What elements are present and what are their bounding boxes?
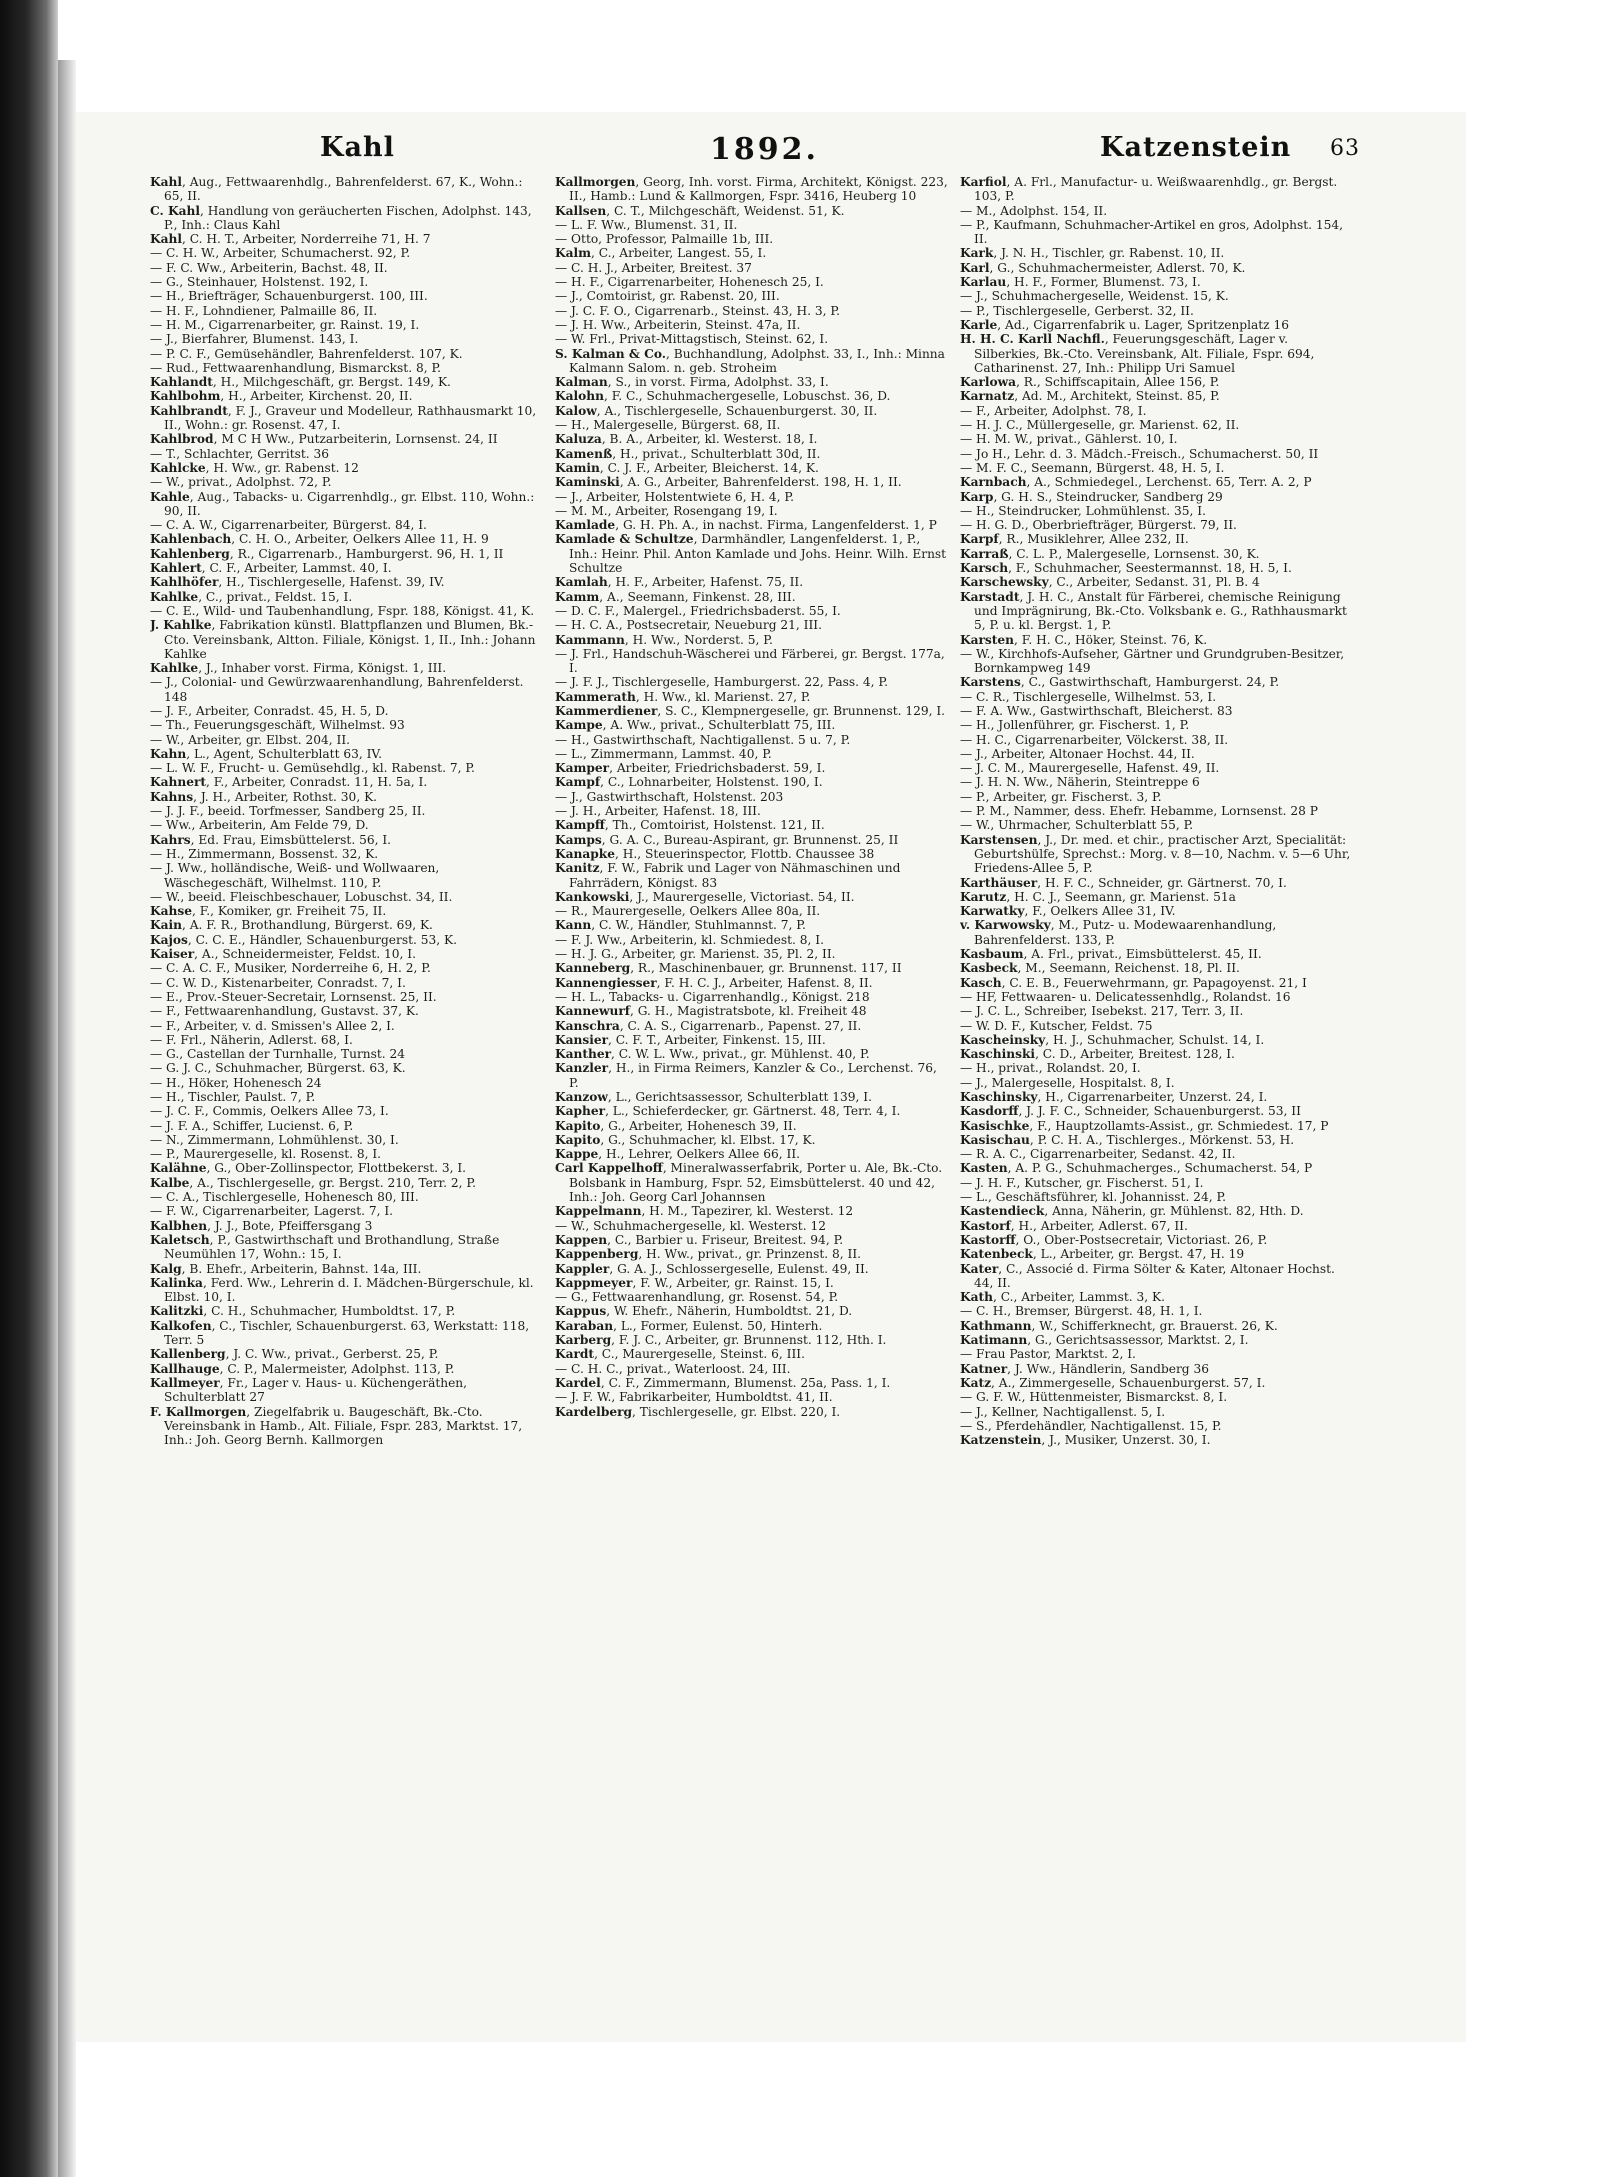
directory-entry: — J. H. N. Ww., Näherin, Steintreppe 6 <box>960 775 1200 790</box>
directory-entry: Kapher, L., Schieferdecker, gr. Gärtnerst. 48, Terr. 4, I. <box>555 1104 901 1119</box>
directory-column-1 <box>150 175 545 2025</box>
directory-entry: Kastorff, O., Ober-Postsecretair, Victoriast. 26, P. <box>960 1232 1268 1247</box>
directory-entry: Kardt, C., Maurergeselle, Steinst. 6, III. <box>555 1347 805 1362</box>
directory-entry: Kascheinsky, H. J., Schuhmacher, Schulst. 14, I. <box>960 1032 1265 1047</box>
directory-entry: Kampff, Th., Comtoirist, Holstenst. 121, II. <box>555 818 825 833</box>
directory-entry: — Th., Feuerungsgeschäft, Wilhelmst. 93 <box>150 718 405 733</box>
directory-entry: — H. C. A., Postsecretair, Neueburg 21, III. <box>555 618 822 633</box>
directory-entry: — L., Geschäftsführer, kl. Johannisst. 24, P. <box>960 1190 1227 1205</box>
directory-entry: — P. C. F., Gemüsehändler, Bahrenfelderst. 107, K. <box>150 346 463 361</box>
directory-entry: Karle, Ad., Cigarrenfabrik u. Lager, Spritzenplatz 16 <box>960 317 1289 332</box>
directory-entry: — R., Maurergeselle, Oelkers Allee 80a, II. <box>555 904 821 919</box>
directory-entry: Kalähne, G., Ober-Zollinspector, Flottbekerst. 3, I. <box>150 1161 467 1176</box>
directory-entry: Kark, J. N. H., Tischler, gr. Rabenst. 10, II. <box>960 246 1225 261</box>
directory-column-3 <box>960 175 1355 2025</box>
directory-entry: — J. F., Arbeiter, Conradst. 45, H. 5, D. <box>150 703 389 718</box>
directory-entry: — W., Arbeiter, gr. Elbst. 204, II. <box>150 732 351 747</box>
directory-entry: Karsch, F., Schuhmacher, Seestermannst. 18, H. 5, I. <box>960 561 1292 576</box>
directory-entry: — W., Uhrmacher, Schulterblatt 55, P. <box>960 818 1194 833</box>
directory-entry: Kampf, C., Lohnarbeiter, Holstenst. 190, I. <box>555 775 823 790</box>
directory-entry: Karschewsky, C., Arbeiter, Sedanst. 31, Pl. B. 4 <box>960 575 1260 590</box>
directory-entry: Kallhauge, C. P., Malermeister, Adolphst. 113, P. <box>150 1361 455 1376</box>
header-year: 1892. <box>710 132 819 167</box>
directory-entry: Kamin, C. J. F., Arbeiter, Bleicherst. 14, K. <box>555 460 819 475</box>
directory-entry: — G., Fettwaarenhandlung, gr. Rosenst. 54, P. <box>555 1290 839 1305</box>
directory-entry: Karlau, H. F., Former, Blumenst. 73, I. <box>960 275 1201 290</box>
directory-entry: Kallmeyer, Fr., Lager v. Haus- u. Küchengeräthen, Schulterblatt 27 <box>150 1375 468 1405</box>
directory-entry: J. Kahlke, Fabrikation künstl. Blattpflanzen und Blumen, Bk.-Cto. Vereinsbank, Altton. Filiale, Königst. 1, II., Inh.: Johann Kahlke <box>150 618 536 661</box>
directory-entry: F. Kallmorgen, Ziegelfabrik u. Baugeschäft, Bk.-Cto. Vereinsbank in Hamb., Alt. Filiale, Fspr. 283, Marktst. 17, Inh.: Joh. Georg Bernh. Kallmorgen <box>150 1404 523 1448</box>
directory-entry: Kaschinsky, H., Cigarrenarbeiter, Unzerst. 24, I. <box>960 1090 1268 1104</box>
directory-entry: Kanitz, F. W., Fabrik und Lager von Nähmaschinen und Fahrrädern, Königst. 83 <box>555 861 901 890</box>
directory-entry: — D. C. F., Malergel., Friedrichsbaderst. 55, I. <box>555 603 841 618</box>
directory-entry: Karstens, C., Gastwirthschaft, Hamburgerst. 24, P. <box>960 675 1280 690</box>
directory-entry: Kann, C. W., Händler, Stuhlmannst. 7, P. <box>555 918 806 933</box>
directory-entry: Kalow, A., Tischlergeselle, Schauenburgerst. 30, II. <box>555 403 878 418</box>
directory-entry: S. Kalman & Co., Buchhandlung, Adolphst. 33, I., Inh.: Minna Kalmann Salom. n. geb. Stroheim <box>555 346 945 375</box>
directory-entry: — W., Schuhmachergeselle, kl. Westerst. 12 <box>555 1218 826 1233</box>
directory-entry: Kahlenberg, R., Cigarrenarb., Hamburgerst. 96, H. 1, II <box>150 546 504 561</box>
directory-entry: Kathmann, W., Schifferknecht, gr. Brauerst. 26, K. <box>960 1318 1278 1333</box>
directory-entry: Kappmeyer, F. W., Arbeiter, gr. Rainst. 15, I. <box>555 1275 834 1290</box>
directory-entry: Kalitzki, C. H., Schuhmacher, Humboldtst. 17, P. <box>150 1304 456 1319</box>
directory-entry: Karfiol, A. Frl., Manufactur- u. Weißwaarenhdlg., gr. Bergst. 103, P. <box>960 175 1338 204</box>
directory-entry: Karstensen, J., Dr. med. et chir., practischer Arzt, Specialität: Geburtshülfe, Sprechst.: Morg. v. 8—10, Nachm. v. 5—6 Uhr, Friedens-Allee 5, P. <box>960 832 1351 876</box>
directory-entry: Kammerdiener, S. C., Klempnergeselle, gr. Brunnenst. 129, I. <box>555 703 946 718</box>
directory-entry: — J., Colonial- und Gewürzwaarenhandlung, Bahrenfelderst. 148 <box>150 675 524 704</box>
directory-entry: Kaschinski, C. D., Arbeiter, Breitest. 128, I. <box>960 1047 1235 1062</box>
directory-entry: Kalm, C., Arbeiter, Langest. 55, I. <box>555 246 767 261</box>
directory-entry: Kalman, S., in vorst. Firma, Adolphst. 33, I. <box>555 375 829 390</box>
directory-entry: Kahlbrandt, F. J., Graveur und Modelleur, Rathhausmarkt 10, II., Wohn.: gr. Rosenst. 47, I. <box>150 403 537 433</box>
directory-entry: Kamper, Arbeiter, Friedrichsbaderst. 59, I. <box>555 761 826 776</box>
directory-entry: — J. C. F. O., Cigarrenarb., Steinst. 43, H. 3, P. <box>555 303 840 318</box>
directory-entry: H. H. C. Karll Nachfl., Feuerungsgeschäft, Lager v. Silberkies, Bk.-Cto. Vereinsbank, Alt. Filiale, Fspr. 694, Catharinenst. 27, Inh.: Philipp Uri Samuel <box>960 332 1315 375</box>
directory-entry: — E., Prov.-Steuer-Secretair, Lornsenst. 25, II. <box>150 989 437 1004</box>
directory-entry: — Jo H., Lehr. d. 3. Mädch.-Freisch., Schumacherst. 50, II <box>960 446 1319 461</box>
directory-entry: Kahlke, C., privat., Feldst. 15, I. <box>150 589 353 604</box>
directory-entry: Kanzow, L., Gerichtsassessor, Schulterblatt 139, I. <box>555 1090 872 1104</box>
directory-entry: — J. F. A., Schiffer, Lucienst. 6, P. <box>150 1118 354 1133</box>
directory-entry: — P., Maurergeselle, kl. Rosenst. 8, I. <box>150 1147 382 1162</box>
directory-entry: Karp, G. H. S., Steindrucker, Sandberg 29 <box>960 489 1223 504</box>
directory-entry: Kardel, C. F., Zimmermann, Blumenst. 25a, Pass. 1, I. <box>555 1375 891 1390</box>
directory-entry: Kanneberg, R., Maschinenbauer, gr. Brunnenst. 117, II <box>555 961 902 976</box>
scan-bottom-margin <box>76 2042 1466 2177</box>
directory-entry: Kahn, L., Agent, Schulterblatt 63, IV. <box>150 746 382 761</box>
page-gutter-shadow <box>58 60 76 2177</box>
directory-entry: — Ww., Arbeiterin, Am Felde 79, D. <box>150 818 369 833</box>
directory-entry: Kannengiesser, F. H. C. J., Arbeiter, Hafenst. 8, II. <box>555 975 873 990</box>
directory-entry: — P., Arbeiter, gr. Fischerst. 3, P. <box>960 789 1162 804</box>
directory-entry: — S., Pferdehändler, Nachtigallenst. 15, P. <box>960 1418 1222 1433</box>
scan-dark-edge <box>0 0 58 2177</box>
directory-entry: — N., Zimmermann, Lohmühlenst. 30, I. <box>150 1132 399 1147</box>
directory-column-2 <box>555 175 950 2025</box>
directory-entry: Kamps, G. A. C., Bureau-Aspirant, gr. Brunnenst. 25, II <box>555 832 899 847</box>
directory-entry: — H. J. G., Arbeiter, gr. Marienst. 35, Pl. 2, II. <box>555 947 836 962</box>
directory-entry: — H. G. D., Oberbriefträger, Bürgerst. 79, II. <box>960 518 1237 533</box>
directory-entry: Kanapke, H., Steuerinspector, Flottb. Chaussee 38 <box>555 846 875 861</box>
directory-entry: — H., privat., Rolandst. 20, I. <box>960 1061 1141 1076</box>
directory-entry: Kasten, A. P. G., Schuhmacherges., Schumacherst. 54, P <box>960 1161 1313 1176</box>
directory-entry: — C. A., Tischlergeselle, Hohenesch 80, III. <box>150 1190 419 1205</box>
directory-entry: — J., Malergeselle, Hospitalst. 8, I. <box>960 1075 1175 1090</box>
directory-entry: Kalkofen, C., Tischler, Schauenburgerst. 63, Werkstatt: 118, Terr. 5 <box>150 1318 530 1348</box>
directory-entry: — P., Kaufmann, Schuhmacher-Artikel en gros, Adolphst. 154, II. <box>960 217 1344 247</box>
directory-entry: Kahnert, F., Arbeiter, Conradst. 11, H. 5a, I. <box>150 775 428 790</box>
directory-entry: Kater, C., Associé d. Firma Sölter & Kater, Altonaer Hochst. 44, II. <box>960 1261 1335 1290</box>
directory-entry: — L. W. F., Frucht- u. Gemüsehdlg., kl. Rabenst. 7, P. <box>150 761 475 776</box>
directory-entry: — H., Briefträger, Schauenburgerst. 100, III. <box>150 289 428 304</box>
directory-entry: — H., Malergeselle, Bürgerst. 68, II. <box>555 418 781 433</box>
directory-entry: — C. H. W., Arbeiter, Schumacherst. 92, P. <box>150 246 411 261</box>
directory-entry: Kappelmann, H. M., Tapezirer, kl. Westerst. 12 <box>555 1204 854 1219</box>
directory-entry: — J. C. L., Schreiber, Isebekst. 217, Terr. 3, II. <box>960 1004 1244 1019</box>
directory-entry: Kamlade & Schultze, Darmhändler, Langenfelderst. 1, P., Inh.: Heinr. Phil. Anton Kamlade und Johs. Heinr. Wilh. Ernst Schultze <box>555 532 947 576</box>
directory-entry: Kalg, B. Ehefr., Arbeiterin, Bahnst. 14a, III. <box>150 1261 422 1276</box>
directory-entry: Kamlah, H. F., Arbeiter, Hafenst. 75, II. <box>555 575 804 590</box>
directory-entry: Kasbeck, M., Seemann, Reichenst. 18, Pl. II. <box>960 961 1240 976</box>
directory-entry: Kalbe, A., Tischlergeselle, gr. Bergst. 210, Terr. 2, P. <box>150 1175 477 1190</box>
directory-entry: Karnatz, Ad. M., Architekt, Steinst. 85, P. <box>960 389 1220 404</box>
directory-entry: Karberg, F. J. C., Arbeiter, gr. Brunnenst. 112, Hth. I. <box>555 1333 887 1348</box>
directory-entry: — H., Steindrucker, Lohmühlenst. 35, I. <box>960 503 1206 518</box>
directory-entry: — F. J. Ww., Arbeiterin, kl. Schmiedest. 8, I. <box>555 932 824 947</box>
directory-entry: — J., Kellner, Nachtigallenst. 5, I. <box>960 1404 1166 1419</box>
directory-entry: — H., Gastwirthschaft, Nachtigallenst. 5 u. 7, P. <box>555 732 851 747</box>
directory-entry: Kammann, H. Ww., Norderst. 5, P. <box>555 632 773 647</box>
directory-entry: — R. A. C., Cigarrenarbeiter, Sedanst. 42, II. <box>960 1147 1236 1162</box>
directory-entry: — H. F., Cigarrenarbeiter, Hohenesch 25, I. <box>555 275 824 290</box>
directory-entry: Kannewurf, G. H., Magistratsbote, kl. Freiheit 48 <box>555 1004 867 1019</box>
directory-entry: — J. C. M., Maurergeselle, Hafenst. 49, II. <box>960 761 1220 776</box>
directory-entry: Karwatky, F., Oelkers Allee 31, IV. <box>960 904 1176 919</box>
directory-entry: — W. D. F., Kutscher, Feldst. 75 <box>960 1018 1153 1033</box>
directory-entry: — H. C., Cigarrenarbeiter, Völckerst. 38, II. <box>960 732 1229 747</box>
directory-entry: Kaiser, A., Schneidermeister, Feldst. 10, I. <box>150 947 416 962</box>
directory-entry: — J. F. W., Fabrikarbeiter, Humboldtst. 41, II. <box>555 1390 833 1405</box>
directory-entry: — C. H. J., Arbeiter, Breitest. 37 <box>555 260 752 275</box>
directory-entry: Kasch, C. E. B., Feuerwehrmann, gr. Papagoyenst. 21, I <box>960 975 1307 990</box>
directory-entry: Katner, J. Ww., Händlerin, Sandberg 36 <box>960 1361 1209 1376</box>
directory-entry: Karutz, H. C. J., Seemann, gr. Marienst. 51a <box>960 889 1236 904</box>
directory-entry: Kappe, H., Lehrer, Oelkers Allee 66, II. <box>555 1147 801 1162</box>
directory-entry: Kalbhen, J. J., Bote, Pfeiffersgang 3 <box>150 1218 373 1233</box>
directory-entry: Kardelberg, Tischlergeselle, gr. Elbst. 220, I. <box>555 1404 841 1419</box>
directory-entry: Kampe, A. Ww., privat., Schulterblatt 75, III. <box>555 718 836 733</box>
directory-entry: v. Karwowsky, M., Putz- u. Modewaarenhandlung, Bahrenfelderst. 133, P. <box>960 918 1277 947</box>
directory-entry: — T., Schlachter, Gerritst. 36 <box>150 446 330 461</box>
directory-entry: Kalohn, F. C., Schuhmachergeselle, Lobuschst. 36, D. <box>555 389 891 404</box>
directory-entry: Kahlbohm, H., Arbeiter, Kirchenst. 20, II. <box>150 389 413 404</box>
header-first-name: Kahl <box>320 132 395 163</box>
directory-entry: Kamlade, G. H. Ph. A., in nachst. Firma, Langenfelderst. 1, P <box>555 518 937 533</box>
directory-entry: — F. A. Ww., Gastwirthschaft, Bleicherst. 83 <box>960 703 1233 718</box>
directory-entry: — F. W., Cigarrenarbeiter, Lagerst. 7, I. <box>150 1204 394 1219</box>
directory-entry: — J., Arbeiter, Holstentwiete 6, H. 4, P. <box>555 489 794 504</box>
directory-entry: — J., Arbeiter, Altonaer Hochst. 44, II. <box>960 746 1195 761</box>
directory-entry: — C. H. C., privat., Waterloost. 24, III. <box>555 1361 791 1376</box>
directory-entry: Kappus, W. Ehefr., Näherin, Humboldtst. 21, D. <box>555 1304 853 1319</box>
directory-entry: Kahlert, C. F., Arbeiter, Lammst. 40, I. <box>150 561 392 576</box>
directory-entry: Kamm, A., Seemann, Finkenst. 28, III. <box>555 589 796 604</box>
directory-entry: Kain, A. F. R., Brothandlung, Bürgerst. 69, K. <box>150 918 433 933</box>
directory-entry: — C. H., Bremser, Bürgerst. 48, H. 1, I. <box>960 1304 1203 1319</box>
directory-entry: — F. C. Ww., Arbeiterin, Bachst. 48, II. <box>150 260 388 275</box>
directory-entry: Karaban, L., Former, Eulenst. 50, Hinterh. <box>555 1318 823 1333</box>
directory-entry: — HF, Fettwaaren- u. Delicatessenhdlg., Rolandst. 16 <box>960 989 1291 1004</box>
directory-entry: — J. Frl., Handschuh-Wäscherei und Färberei, gr. Bergst. 177a, I. <box>555 646 945 676</box>
directory-entry: Kappler, G. A. J., Schlossergeselle, Eulenst. 49, II. <box>555 1261 869 1276</box>
directory-entry: Kahl, C. H. T., Arbeiter, Norderreihe 71, H. 7 <box>150 232 431 247</box>
directory-entry: — J. Ww., holländische, Weiß- und Wollwaaren, Wäschegeschäft, Wilhelmst. 110, P. <box>150 861 440 890</box>
directory-entry: Kanzler, H., in Firma Reimers, Kanzler & Co., Lerchenst. 76, P. <box>555 1061 937 1090</box>
directory-entry: — H., Tischler, Paulst. 7, P. <box>150 1090 316 1104</box>
directory-entry: Kappen, C., Barbier u. Friseur, Breitest. 94, P. <box>555 1232 844 1247</box>
directory-entry: — L. F. Ww., Blumenst. 31, II. <box>555 217 738 232</box>
directory-entry: — F. Frl., Näherin, Adlerst. 68, I. <box>150 1032 353 1047</box>
directory-entry: Kapito, G., Schuhmacher, kl. Elbst. 17, K. <box>555 1132 816 1147</box>
directory-entry: — J. H., Arbeiter, Hafenst. 18, III. <box>555 804 761 819</box>
directory-entry: — H., Zimmermann, Bossenst. 32, K. <box>150 846 379 861</box>
directory-entry: — H. J. C., Müllergeselle, gr. Marienst. 62, II. <box>960 418 1240 433</box>
directory-entry: Kaletsch, P., Gastwirthschaft und Brothandlung, Straße Neumühlen 17, Wohn.: 15, I. <box>150 1232 500 1262</box>
directory-entry: — G., Steinhauer, Holstenst. 192, I. <box>150 275 369 290</box>
directory-entry: — C. W. D., Kistenarbeiter, Conradst. 7, I. <box>150 975 406 990</box>
directory-entry: Kaminski, A. G., Arbeiter, Bahrenfelderst. 198, H. 1, II. <box>555 475 902 490</box>
directory-entry: — J. F. J., Tischlergeselle, Hamburgerst. 22, Pass. 4, P. <box>555 675 888 690</box>
directory-entry: — J. C. F., Commis, Oelkers Allee 73, I. <box>150 1104 389 1119</box>
directory-entry: Kahle, Aug., Tabacks- u. Cigarrenhdlg., gr. Elbst. 110, Wohn.: 90, II. <box>150 489 535 518</box>
directory-entry: — H., Höker, Hohenesch 24 <box>150 1075 322 1090</box>
directory-entry: — W., privat., Adolphst. 72, P. <box>150 475 332 490</box>
directory-entry: Karraß, C. L. P., Malergeselle, Lornsenst. 30, K. <box>960 546 1260 561</box>
directory-entry: — G., Castellan der Turnhalle, Turnst. 24 <box>150 1047 406 1062</box>
directory-entry: Karthäuser, H. F. C., Schneider, gr. Gärtnerst. 70, I. <box>960 875 1287 890</box>
directory-entry: — C. A. C. F., Musiker, Norderreihe 6, H. 2, P. <box>150 961 431 976</box>
directory-entry: — W., Kirchhofs-Aufseher, Gärtner und Grundgruben-Besitzer, Bornkampweg 149 <box>960 646 1345 676</box>
directory-entry: — G. J. C., Schuhmacher, Bürgerst. 63, K. <box>150 1061 406 1076</box>
directory-entry: Katzenstein, J., Musiker, Unzerst. 30, I. <box>960 1433 1211 1448</box>
directory-entry: Kahlenbach, C. H. O., Arbeiter, Oelkers Allee 11, H. 9 <box>150 532 489 547</box>
directory-entry: Kammerath, H. Ww., kl. Marienst. 27, P. <box>555 689 811 704</box>
directory-entry: Carl Kappelhoff, Mineralwasserfabrik, Porter u. Ale, Bk.-Cto. Bolsbank in Hamburg, Fspr. 52, Eimsbüttelerst. 40 und 42, Inh.: Joh. Georg Carl Johannsen <box>555 1161 943 1205</box>
directory-entry: — P. M., Nammer, dess. Ehefr. Hebamme, Lornsenst. 28 P <box>960 804 1318 819</box>
directory-entry: Kalinka, Ferd. Ww., Lehrerin d. I. Mädchen-Bürgerschule, kl. Elbst. 10, I. <box>150 1275 534 1305</box>
directory-entry: Kallenberg, J. C. Ww., privat., Gerberst. 25, P. <box>150 1347 439 1362</box>
directory-entry: Karpf, R., Musiklehrer, Allee 232, II. <box>960 532 1189 547</box>
directory-entry: — F., Arbeiter, v. d. Smissen's Allee 2, I. <box>150 1018 395 1033</box>
directory-entry: Kappenberg, H. Ww., privat., gr. Prinzenst. 8, II. <box>555 1247 862 1262</box>
directory-entry: Kahlandt, H., Milchgeschäft, gr. Bergst. 149, K. <box>150 375 451 390</box>
directory-entry: Karsten, F. H. C., Höker, Steinst. 76, K. <box>960 632 1208 647</box>
directory-entry: — Otto, Professor, Palmaille 1b, III. <box>555 232 774 247</box>
directory-entry: Kastorf, H., Arbeiter, Adlerst. 67, II. <box>960 1218 1188 1233</box>
page-number: 63 <box>1330 136 1360 161</box>
directory-entry: — C. E., Wild- und Taubenhandlung, Fspr. 188, Königst. 41, K. <box>150 603 535 618</box>
directory-entry: — H. M., Cigarrenarbeiter, gr. Rainst. 19, I. <box>150 317 420 332</box>
directory-entry: — F., Arbeiter, Adolphst. 78, I. <box>960 403 1147 418</box>
directory-entry: — J. H. Ww., Arbeiterin, Steinst. 47a, II. <box>555 317 801 332</box>
page-header <box>150 132 1460 174</box>
directory-entry: Kansier, C. F. T., Arbeiter, Finkenst. 15, III. <box>555 1032 826 1047</box>
directory-entry: Katimann, G., Gerichtsassessor, Marktst. 2, I. <box>960 1333 1249 1348</box>
directory-entry: — J., Schuhmachergeselle, Weidenst. 15, K. <box>960 289 1229 304</box>
directory-entry: — J., Gastwirthschaft, Holstenst. 203 <box>555 789 784 804</box>
directory-entry: Kahlcke, H. Ww., gr. Rabenst. 12 <box>150 460 359 475</box>
directory-entry: — M. F. C., Seemann, Bürgerst. 48, H. 5, I. <box>960 460 1225 475</box>
directory-entry: Kanschra, C. A. S., Cigarrenarb., Papenst. 27, II. <box>555 1018 862 1033</box>
directory-entry: Karstadt, J. H. C., Anstalt für Färberei, chemische Reinigung und Imprägnirung, Bk.-Cto. Volksbank e. G., Rathhausmarkt 5, P. u. kl. Bergst. 1, P. <box>960 589 1347 633</box>
directory-entry: — C. A. W., Cigarrenarbeiter, Bürgerst. 84, I. <box>150 518 427 533</box>
directory-entry: Kaluza, B. A., Arbeiter, kl. Westerst. 18, I. <box>555 432 818 447</box>
directory-entry: Karl, G., Schuhmachermeister, Adlerst. 70, K. <box>960 260 1246 275</box>
directory-entry: — G. F. W., Hüttenmeister, Bismarckst. 8, I. <box>960 1390 1228 1405</box>
directory-entry: Kahlke, J., Inhaber vorst. Firma, Königst. 1, III. <box>150 661 447 676</box>
directory-entry: Kapito, G., Arbeiter, Hohenesch 39, II. <box>555 1118 797 1133</box>
directory-entry: — H. L., Tabacks- u. Cigarrenhandlg., Königst. 218 <box>555 989 870 1004</box>
directory-entry: — W. Frl., Privat-Mittagstisch, Steinst. 62, I. <box>555 332 829 347</box>
directory-entry: — J. H. F., Kutscher, gr. Fischerst. 51, I. <box>960 1175 1204 1190</box>
directory-entry: Kamenß, H., privat., Schulterblatt 30d, II. <box>555 446 821 461</box>
directory-entry: — Frau Pastor, Marktst. 2, I. <box>960 1347 1136 1362</box>
header-last-name: Katzenstein <box>1100 132 1292 163</box>
directory-entry: — H. M. W., privat., Gählerst. 10, I. <box>960 432 1178 447</box>
directory-entry: — J., Comtoirist, gr. Rabenst. 20, III. <box>555 289 780 304</box>
directory-entry: Kankowski, J., Maurergeselle, Victoriast. 54, II. <box>555 889 855 904</box>
directory-entry: Kasischau, P. C. H. A., Tischlerges., Mörkenst. 53, H. <box>960 1132 1295 1147</box>
directory-entry: — J., Bierfahrer, Blumenst. 143, I. <box>150 332 359 347</box>
directory-entry: — L., Zimmermann, Lammst. 40, P. <box>555 746 772 761</box>
directory-entry: Katz, A., Zimmergeselle, Schauenburgerst. 57, I. <box>960 1375 1266 1390</box>
directory-entry: Kasischke, F., Hauptzollamts-Assist., gr. Schmiedest. 17, P <box>960 1118 1329 1133</box>
directory-entry: Katenbeck, L., Arbeiter, gr. Bergst. 47, H. 19 <box>960 1247 1245 1262</box>
directory-entry: Kahns, J. H., Arbeiter, Rothst. 30, K. <box>150 789 378 804</box>
directory-entry: — P., Tischlergeselle, Gerberst. 32, II. <box>960 303 1194 318</box>
directory-entry: Kallmorgen, Georg, Inh. vorst. Firma, Architekt, Königst. 223, II., Hamb.: Lund & Kallmorgen, Fspr. 3416, Heuberg 10 <box>555 175 948 204</box>
directory-entry: — M. M., Arbeiter, Rosengang 19, I. <box>555 503 778 518</box>
directory-entry: Kahl, Aug., Fettwaarenhdlg., Bahrenfelderst. 67, K., Wohn.: 65, II. <box>150 175 523 204</box>
directory-entry: C. Kahl, Handlung von geräucherten Fischen, Adolphst. 143, P., Inh.: Claus Kahl <box>150 203 532 232</box>
directory-entry: Kath, C., Arbeiter, Lammst. 3, K. <box>960 1290 1165 1305</box>
directory-entry: Kasbaum, A. Frl., privat., Eimsbüttelerst. 45, II. <box>960 947 1262 962</box>
directory-entry: Kastendieck, Anna, Näherin, gr. Mühlenst. 82, Hth. D. <box>960 1204 1304 1219</box>
directory-entry: — H., Jollenführer, gr. Fischerst. 1, P. <box>960 718 1190 733</box>
directory-entry: — M., Adolphst. 154, II. <box>960 203 1108 218</box>
directory-entry: Karnbach, A., Schmiedegel., Lerchenst. 65, Terr. A. 2, P <box>960 475 1312 490</box>
directory-entry: — J. J. F., beeid. Torfmesser, Sandberg 25, II. <box>150 804 426 819</box>
directory-entry: Kahlbrod, M C H Ww., Putzarbeiterin, Lornsenst. 24, II <box>150 432 498 447</box>
directory-entry: Kallsen, C. T., Milchgeschäft, Weidenst. 51, K. <box>555 203 845 218</box>
directory-entry: — H. F., Lohndiener, Palmaille 86, II. <box>150 303 378 318</box>
directory-entry: Kajos, C. C. E., Händler, Schauenburgerst. 53, K. <box>150 932 457 947</box>
directory-entry: Kahse, F., Komiker, gr. Freiheit 75, II. <box>150 904 387 919</box>
directory-entry: — C. R., Tischlergeselle, Wilhelmst. 53, I. <box>960 689 1217 704</box>
directory-entry: — F., Fettwaarenhandlung, Gustavst. 37, K. <box>150 1004 419 1019</box>
directory-entry: Kanther, C. W. L. Ww., privat., gr. Mühlenst. 40, P. <box>555 1047 870 1062</box>
directory-entry: Kahrs, Ed. Frau, Eimsbüttelerst. 56, I. <box>150 832 392 847</box>
directory-entry: Kasdorff, J. J. F. C., Schneider, Schauenburgerst. 53, II <box>960 1104 1301 1119</box>
directory-entry: Kahlhöfer, H., Tischlergeselle, Hafenst. 39, IV. <box>150 575 445 590</box>
directory-entry: — W., beeid. Fleischbeschauer, Lobuschst. 34, II. <box>150 889 453 904</box>
scan-top-margin <box>58 0 1600 60</box>
directory-entry: — Rud., Fettwaarenhandlung, Bismarckst. 8, P. <box>150 360 442 375</box>
directory-entry: Karlowa, R., Schiffscapitain, Allee 156, P. <box>960 375 1220 390</box>
